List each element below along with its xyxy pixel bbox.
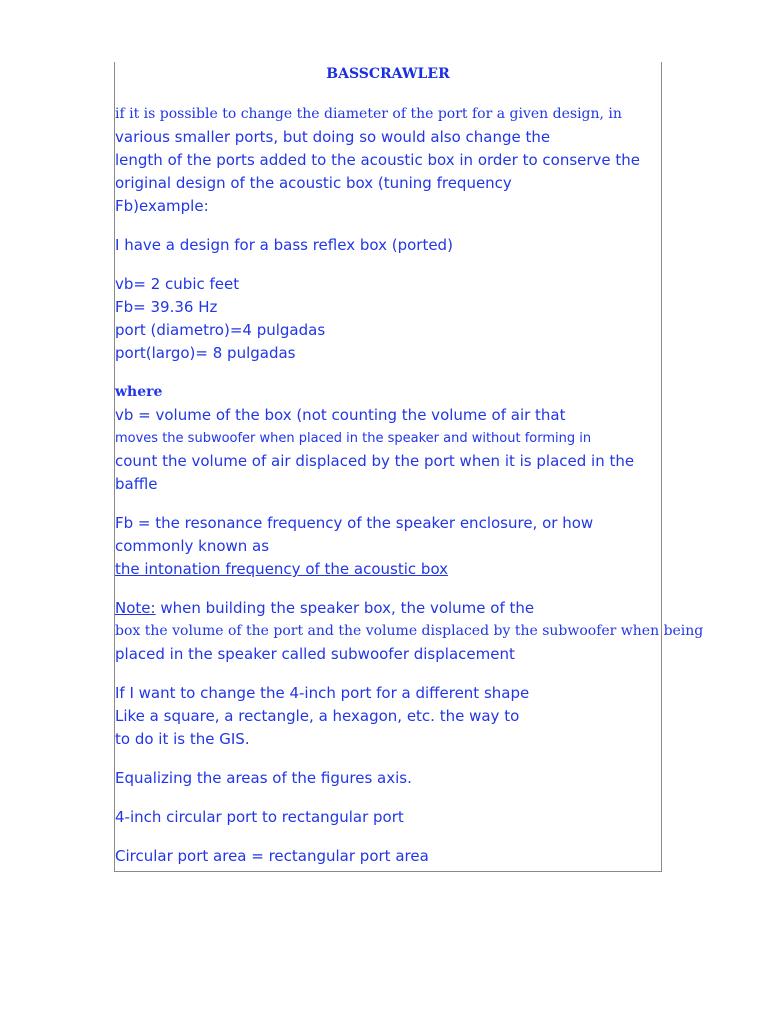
text-line: commonly known as [115,537,270,555]
underlined-text: the intonation frequency of the acoustic box [115,560,449,578]
text-line: various smaller ports, but doing so would also change the [115,128,551,146]
text-line: Equalizing the areas of the figures axis. [115,769,412,787]
text-line: If I want to change the 4-inch port for a different shape [115,684,530,702]
paragraph-specs [115,273,715,365]
paragraph-note [115,597,715,666]
paragraph-equalizing [115,767,715,790]
spec-vb: vb= 2 cubic feet [115,275,240,293]
text-line: Fb)example: [115,197,209,215]
text-line: box the volume of the port and the volume displaced by the subwoofer when being [115,623,704,639]
document-title: BASSCRAWLER [326,66,450,82]
document-body [115,103,715,884]
text-line: vb = volume of the box (not counting the volume of air that [115,406,566,424]
text-line: baffle [115,475,158,493]
text-line: Like a square, a rectangle, a hexagon, etc. the way to [115,707,520,725]
spec-port-diameter: port (diametro)=4 pulgadas [115,321,326,339]
spec-port-length: port(largo)= 8 pulgadas [115,344,296,362]
text-line: original design of the acoustic box (tuning frequency [115,174,512,192]
text-line: moves the subwoofer when placed in the speaker and without forming in [115,431,592,446]
paragraph-design [115,234,715,257]
spec-fb: Fb= 39.36 Hz [115,298,218,316]
text-line: 4-inch circular port to rectangular port [115,808,404,826]
text-line: Circular port area = rectangular port area [115,847,429,865]
text-line: length of the ports added to the acoustic box in order to conserve the [115,151,641,169]
text-line: when building the speaker box, the volume of the [155,599,535,617]
text-line: if it is possible to change the diameter of the port for a given design, in [115,106,622,122]
note-label: Note: [115,599,156,617]
paragraph-circular-to-rect [115,806,715,829]
paragraph-intro [115,103,715,218]
text-line: count the volume of air displaced by the port when it is placed in the [115,452,635,470]
text-line: to do it is the GIS. [115,730,250,748]
paragraph-shape [115,682,715,751]
text-line: Fb = the resonance frequency of the speaker enclosure, or how [115,514,594,532]
text-line: placed in the speaker called subwoofer displacement [115,645,515,663]
paragraph-fb-definition [115,512,715,581]
paragraph-where [115,381,715,496]
text-line: I have a design for a bass reflex box (ported) [115,236,453,254]
paragraph-area-equation [115,845,715,868]
where-heading: where [115,384,163,400]
